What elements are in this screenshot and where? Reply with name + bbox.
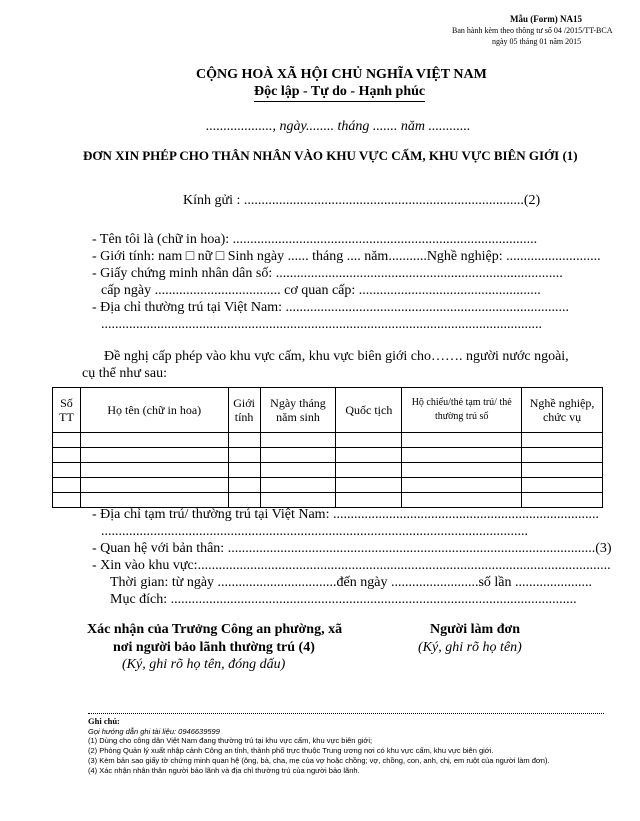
motto: Độc lập - Tự do - Hạnh phúc (254, 84, 425, 102)
field-temp-address: - Địa chỉ tạm trú/ thường trú tại Việt Nam: ............................................................................ (92, 507, 599, 522)
notes-section (88, 717, 550, 775)
col-header-no: Số TT (53, 388, 81, 433)
field-time: Thời gian: từ ngày ..................................đến ngày .........................số lần ...................... (110, 575, 593, 590)
nation-title: CỘNG HOÀ XÃ HỘI CHỦ NGHĨA VIỆT NAM (196, 67, 487, 82)
notes-heading: Ghi chú: (88, 716, 120, 726)
table-row (53, 478, 603, 493)
field-issue: cấp ngày .................................... cơ quan cấp: .................................................... (101, 283, 541, 298)
table-row (53, 433, 603, 448)
table-row (53, 448, 603, 463)
form-issued: Ban hành kèm theo thông tư số 04 /2015/TT-BCA (452, 26, 613, 35)
note-item: (3) Kèm bản sao giấy tờ chứng minh quan hệ (ông, bà, cha, mẹ của vợ hoặc chồng; vợ, chồng, con, anh, chị, em ruột của người làm đơn). (88, 755, 550, 765)
place-date: ..................., ngày........ tháng ....... năm ............ (206, 119, 471, 134)
field-name: - Tên tôi là (chữ in hoa): ....................................................................................... (92, 232, 538, 247)
confirm-sign-note: (Ký, ghi rõ họ tên, đóng dấu) (122, 657, 286, 672)
confirm-subtitle: nơi người bảo lãnh thường trú (4) (113, 640, 315, 655)
form-title: ĐƠN XIN PHÉP CHO THÂN NHÂN VÀO KHU VỰC CẤM, KHU VỰC BIÊN GIỚI (1) (83, 148, 578, 163)
field-address: - Địa chỉ thường trú tại Việt Nam: ................................................................................. (92, 300, 570, 315)
request-line1: Đề nghị cấp phép vào khu vực cấm, khu vực biên giới cho……. người nước ngoài, (104, 349, 569, 364)
field-gender: - Giới tính: nam □ nữ □ Sinh ngày ...... tháng .... năm...........Nghề nghiệp: ........................... (92, 249, 601, 264)
applicant-sign-note: (Ký, ghi rõ họ tên) (418, 640, 522, 655)
note-item: (4) Xác nhận nhân thân người bảo lãnh và địa chỉ thường trú của người bảo lãnh. (88, 765, 360, 775)
field-id-card: - Giấy chứng minh nhân dân số: .................................................................................. (92, 266, 563, 281)
col-header-gender: Giới tính (228, 388, 260, 433)
applicant-title: Người làm đơn (430, 622, 521, 637)
col-header-passport: Hộ chiếu/thẻ tạm trú/ thẻ thường trú số (402, 388, 522, 433)
field-temp-address-cont: .......................................................................................................................... (101, 524, 528, 539)
field-purpose: Mục đích: .................................................................................................................... (110, 592, 577, 607)
col-header-dob: Ngày tháng năm sinh (260, 388, 336, 433)
note-item: (2) Phòng Quản lý xuất nhập cảnh Công an tỉnh, thành phố trực thuộc Trung ương nơi có khu vực cấm, khu vực biên giới. (88, 746, 494, 756)
form-date: ngày 05 tháng 01 năm 2015 (492, 37, 582, 46)
col-header-occupation: Nghề nghiệp, chức vụ (522, 388, 603, 433)
table-row (53, 493, 603, 508)
notes-separator (88, 713, 604, 714)
field-address-cont: .............................................................................................................................. (101, 317, 542, 332)
note-item: (1) Dùng cho công dân Việt Nam đang thường trú tại khu vực cấm, khu vực biên giới; (88, 736, 373, 746)
foreigners-table (52, 387, 603, 508)
field-enter-area: - Xin vào khu vực:...................................................................................................................... (92, 558, 611, 573)
confirm-title: Xác nhận của Trưởng Công an phường, xã (87, 622, 343, 637)
form-code: Mẫu (Form) NA15 (510, 14, 582, 24)
field-relation: - Quan hệ với bản thân: .........................................................................................................(3) (92, 541, 612, 556)
col-header-nationality: Quốc tịch (336, 388, 402, 433)
table-row (53, 463, 603, 478)
col-header-fullname: Họ tên (chữ in hoa) (80, 388, 228, 433)
notes-guide: Gọi hướng dẫn ghi tài liệu: 0946639599 (88, 726, 220, 736)
addressee: Kính gửi : ................................................................................(2) (183, 193, 541, 208)
request-line2: cụ thể như sau: (82, 366, 167, 381)
